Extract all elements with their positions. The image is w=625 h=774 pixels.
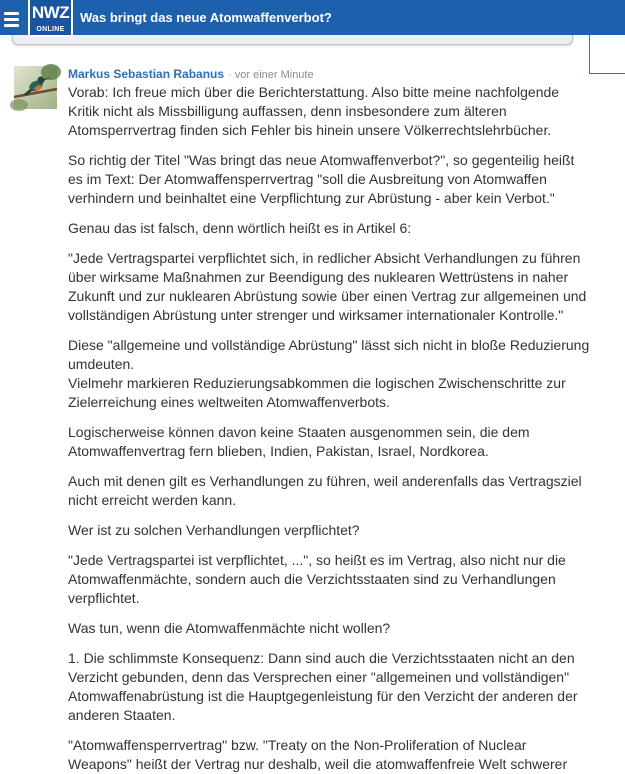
comment-paragraph: [68, 249, 598, 325]
comment-text-line: Atomwaffenvertrag fern blieben, Indien, Pakistan, Israel, Nordkorea.: [68, 443, 489, 459]
comment-text-line: "Atomwaffensperrvertrag" bzw. "Treaty on the Non-Proliferation of Nuclear: [68, 737, 527, 753]
comment-text-line: Atomwaffenmächte, sondern auch die Verzichtsstaaten sind zu Verhandlungen: [68, 571, 556, 587]
comment-timestamp[interactable]: vor einer Minute: [234, 69, 314, 81]
comment-text-line: vollständigen Abrüstung unter strenger und wirksamer internationaler Kontrolle.": [68, 307, 564, 323]
comment-text-line: Was tun, wenn die Atomwaffenmächte nicht wollen?: [68, 620, 391, 636]
comment-text-line: Weapons" heißt der Vertrag nur deshalb, weil die atomwaffenfreie Welt schwerer: [68, 756, 568, 772]
comment-text-line: Genau das ist falsch, denn wörtlich heißt es in Artikel 6:: [68, 220, 412, 236]
comment-text-line: es im Text: Der Atomwaffensperrvertrag "soll die Ausbreitung von Atomwaffen: [68, 171, 547, 187]
comment-body: [68, 83, 598, 772]
comment-text-line: "Jede Vertragspartei verpflichtet sich, in redlicher Absicht Verhandlungen zu führen: [68, 250, 581, 266]
comment-paragraph: [68, 472, 598, 510]
comment-text-line: Atomsperrvertrag finden sich Fehler bis hinein unsere Völkerrechtslehrbücher.: [68, 122, 552, 138]
comment-text-line: Zielerreichung eines weltweiten Atomwaffenverbots.: [68, 394, 390, 410]
comment-text-line: Verzicht gebunden, denn das Versprechen einer "allgemeinen und vollständigen": [68, 669, 570, 685]
comment-paragraph: [68, 521, 598, 540]
comment-paragraph: [68, 151, 598, 208]
page-title: Was bringt das neue Atomwaffenverbot?: [80, 10, 332, 25]
comment-paragraph: [68, 649, 598, 725]
comment-text-line: verpflichtet.: [68, 590, 140, 606]
comment-paragraph: [68, 423, 598, 461]
comment-text-line: Auch mit denen gilt es Verhandlungen zu führen, weil anderenfalls das Vertragsziel: [68, 473, 582, 489]
comment-text-line: verhindern und beinhaltet eine Verpflichtung zur Abrüstung - aber kein Verbot.": [68, 190, 555, 206]
menu-button[interactable]: [4, 12, 19, 27]
comment-text-line: nicht erreicht werden kann.: [68, 492, 237, 508]
comment-text-line: So richtig der Titel "Was bringt das neue Atomwaffenverbot?", so gegenteilig heißt: [68, 152, 575, 168]
comment-text-line: umdeuten.: [68, 356, 135, 372]
comment-meta: [68, 67, 314, 81]
comment-text-line: Atomwaffenabrüstung ist die Hauptgegenleistung für den Verzicht der anderen der: [68, 688, 578, 704]
comment-text-line: Vorab: Ich freue mich über die Berichterstattung. Also bitte meine nachfolgende: [68, 84, 560, 100]
comment-paragraph: [68, 736, 598, 772]
comment-text-line: Vielmehr markieren Reduzierungsabkommen die logischen Zwischenschritte zur: [68, 375, 566, 391]
comment-text-line: Zukunft und zur nuklearen Abrüstung sowie über einen Vertrag zur allgemeinen und: [68, 288, 587, 304]
author-name-link[interactable]: Markus Sebastian Rabanus: [68, 67, 225, 81]
comment-paragraph: [68, 619, 598, 638]
ad-frame-border: [589, 35, 625, 74]
comment-paragraph: [68, 219, 598, 238]
comment-paragraph: [68, 336, 598, 412]
top-header: [0, 0, 625, 35]
comment-text-line: über wirksame Maßnahmen zur Beendigung des nuklearen Wettrüstens in naher: [68, 269, 569, 285]
menu-icon-bar: [4, 24, 19, 27]
comment-text-line: "Jede Vertragspartei ist verpflichtet, ...", so heißt es im Vertrag, also nicht nur die: [68, 552, 566, 568]
comment-text-line: Diese "allgemeine und vollständige Abrüstung" lässt sich nicht in bloße Reduzierung: [68, 337, 590, 353]
menu-icon-bar: [4, 18, 19, 21]
comment-paragraph: [68, 83, 598, 140]
author-avatar[interactable]: [14, 66, 57, 109]
comment-text-line: Logischerweise können davon keine Staaten ausgenommen sein, die dem: [68, 424, 530, 440]
hamburger-menu-icon: [4, 12, 19, 27]
nwz-online-logo[interactable]: [28, 0, 73, 37]
comment-text-line: anderen Staaten.: [68, 707, 176, 723]
logo-wordmark: NWZ: [31, 3, 70, 22]
comment-text-line: 1. Die schlimmste Konsequenz: Dann sind auch die Verzichtsstaaten nicht an den: [68, 650, 575, 666]
comment-paragraph: [68, 551, 598, 608]
comment-text-line: Wer ist zu solchen Verhandlungen verpflichtet?: [68, 522, 360, 538]
comment-text-line: Kritik nicht als Missbilligung auffassen, denn insbesondere zum älteren: [68, 103, 507, 119]
logo-subline: ONLINE: [36, 26, 65, 33]
menu-icon-bar: [4, 12, 19, 15]
meta-separator: ·: [228, 69, 232, 81]
bird-avatar-image: [14, 66, 57, 109]
